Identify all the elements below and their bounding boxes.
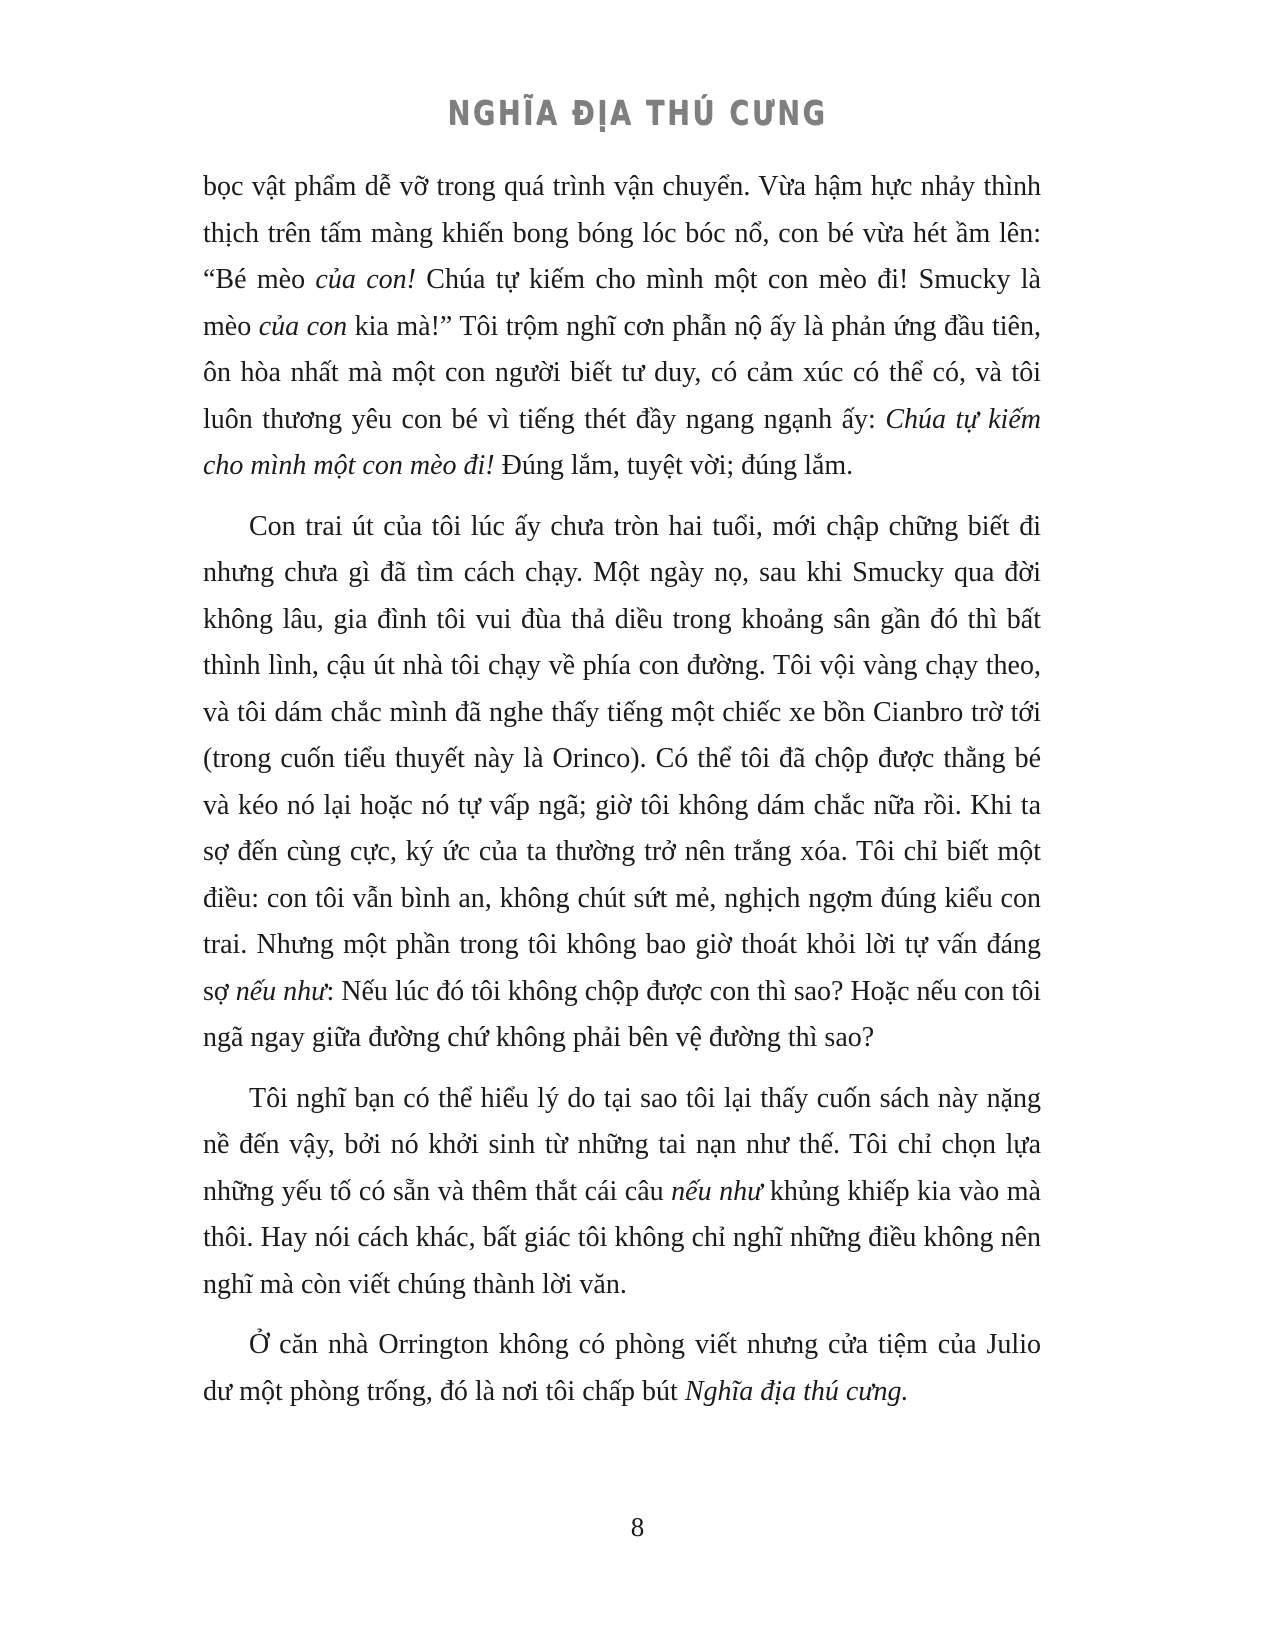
text-run: Ở căn nhà Orrington không có phòng viết nhưng cửa tiệm của Julio dư một phòng trống, đó là nơi tôi chấp bút xyxy=(203,1329,1041,1407)
italic-text-run: Chúa tự kiếm cho mình một con mèo đi! xyxy=(203,403,1041,481)
body-text xyxy=(203,164,1041,1429)
italic-text-run: nếu như xyxy=(671,1175,763,1207)
paragraph xyxy=(203,504,1041,1062)
text-run: Tôi nghĩ bạn có thể hiểu lý do tại sao tôi lại thấy cuốn sách này nặng nề đến vậy, bởi nó khởi sinh từ những tai nạn như thế. Tôi chỉ chọn lựa những yếu tố có sẵn và thêm thắt cái câu xyxy=(203,1082,1041,1207)
text-run: kia mà!” Tôi trộm nghĩ cơn phẫn nộ ấy là phản ứng đầu tiên, ôn hòa nhất mà một con người biết tư duy, có cảm xúc có thể có, và tôi luôn thương yêu con bé vì tiếng thét đầy ngang ngạnh ấy: xyxy=(203,310,1041,435)
italic-text-run: Nghĩa địa thú cưng. xyxy=(684,1375,909,1407)
text-run: Đúng lắm, tuyệt vời; đúng lắm. xyxy=(494,450,854,481)
italic-text-run: của con xyxy=(258,310,348,342)
paragraph xyxy=(203,1322,1041,1415)
running-header-title: NGHĨA ĐỊA THÚ CƯNG xyxy=(447,94,828,133)
text-run: Con trai út của tôi lúc ấy chưa tròn hai tuổi, mới chập chững biết đi nhưng chưa gì đã tìm cách chạy. Một ngày nọ, sau khi Smucky qua đời không lâu, gia đình tôi vui đùa thả diều trong khoảng sân gần đó thì bất thình lình, cậu út nhà tôi chạy về phía con đường. Tôi vội vàng chạy theo, và tôi dám chắc mình đã nghe thấy tiếng một chiếc xe bồn Cianbro trờ tới (trong cuốn tiểu thuyết này là Orinco). Có thể tôi đã chộp được thằng bé và kéo nó lại hoặc nó tự vấp ngã; giờ tôi không dám chắc nữa rồi. Khi ta sợ đến cùng cực, ký ức của ta thường trở nên trắng xóa. Tôi chỉ biết một điều: con tôi vẫn bình an, không chút sứt mẻ, nghịch ngợm đúng kiểu con trai. Nhưng một phần trong tôi không bao giờ thoát khỏi lời tự vấn đáng sợ xyxy=(203,510,1041,1007)
text-run: Chúa tự kiếm cho mình một con mèo đi! Smucky là mèo xyxy=(203,264,1041,342)
page-number: 8 xyxy=(630,1512,645,1542)
italic-text-run: của con! xyxy=(315,264,416,295)
text-run: khủng khiếp kia vào mà thôi. Hay nói cách khác, bất giác tôi không chỉ nghĩ những điều không nên nghĩ mà còn viết chúng thành lời văn. xyxy=(203,1175,1041,1300)
italic-text-run: nếu như xyxy=(235,975,327,1007)
paragraph xyxy=(203,1076,1041,1309)
text-run: : Nếu lúc đó tôi không chộp được con thì sao? Hoặc nếu con tôi ngã ngay giữa đường chứ không phải bên vệ đường thì sao? xyxy=(203,975,1042,1053)
text-run: bọc vật phẩm dễ vỡ trong quá trình vận chuyển. Vừa hậm hực nhảy thình thịch trên tấm màng khiến bong bóng lóc bóc nổ, con bé vừa hét ầm lên: “Bé mèo xyxy=(203,171,1041,295)
paragraph xyxy=(203,164,1041,490)
